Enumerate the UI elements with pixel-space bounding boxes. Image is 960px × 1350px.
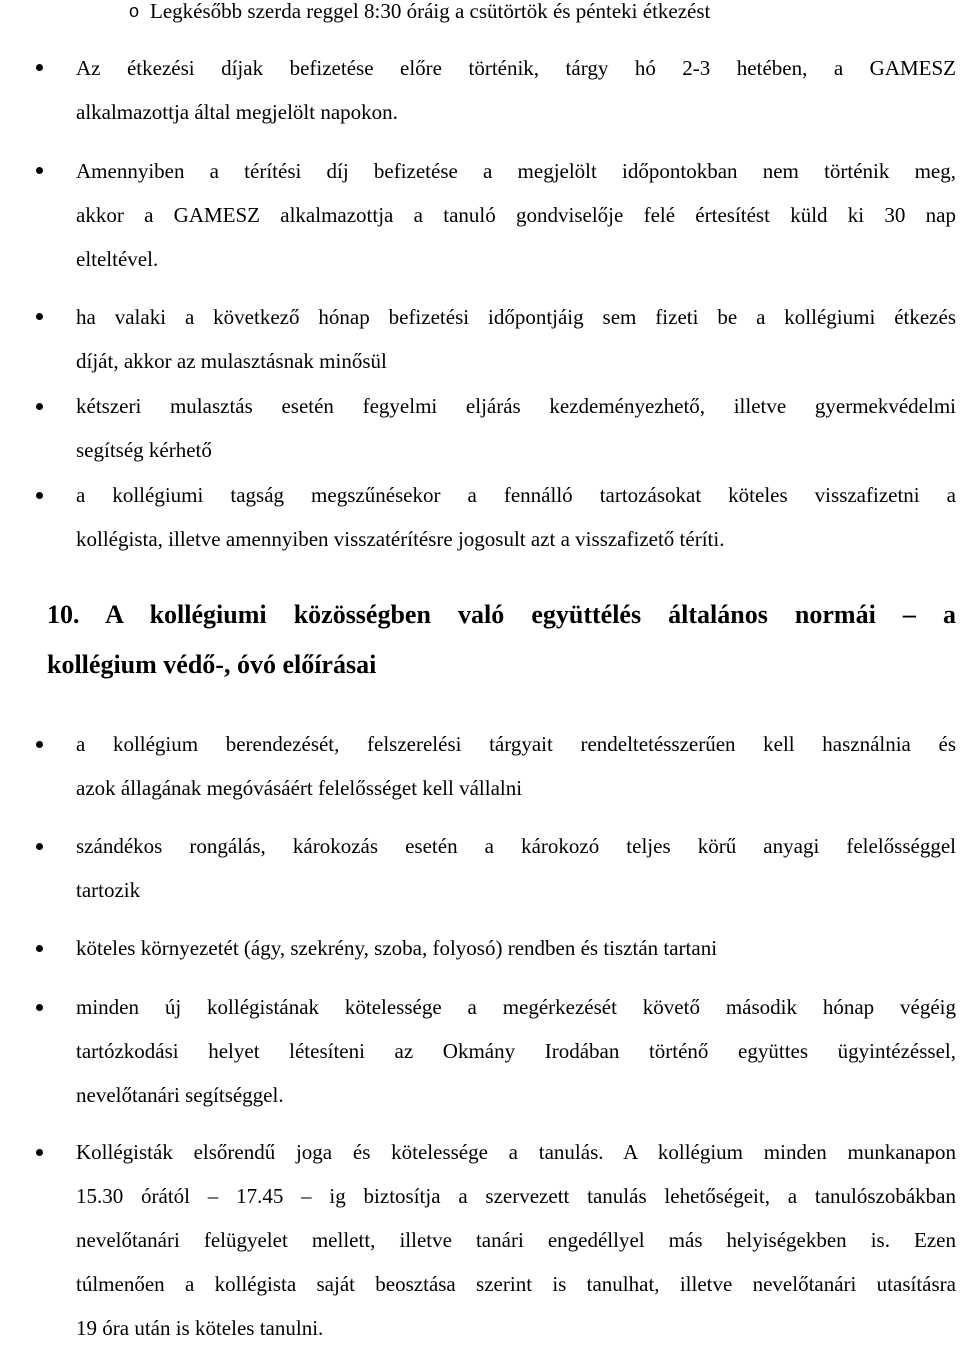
list-item-text — [76, 46, 956, 134]
bullet-icon — [36, 741, 43, 748]
list-item-text — [76, 384, 956, 472]
text-line: segítség kérhető — [76, 438, 212, 462]
text-line: nevelőtanári felügyelet mellett, illetve tanári engedéllyel más helyiségekben is. Ezen — [76, 1228, 956, 1252]
text-line: minden új kollégistának kötelessége a megérkezését követő második hónap végéig — [76, 995, 956, 1019]
text-line: köteles környezetét (ágy, szekrény, szoba, folyosó) rendben és tisztán tartani — [76, 936, 718, 960]
text-line: tartozik — [76, 878, 141, 902]
circle-bullet-icon: o — [128, 1, 139, 21]
bullet-icon — [36, 1004, 43, 1011]
text-line: akkor a GAMESZ alkalmazottja a tanuló gondviselője felé értesítést küld ki 30 nap — [76, 203, 956, 227]
text-line: 15.30 órától – 17.45 – ig biztosítja a szervezett tanulás lehetőségeit, a tanulószobákban — [76, 1184, 956, 1208]
text-line: a kollégiumi tagság megszűnésekor a fennálló tartozásokat köteles visszafizetni a — [76, 483, 956, 507]
heading-line: 10. A kollégiumi közösségben való együttélés általános normái – a — [47, 600, 956, 629]
list-item-text — [76, 1130, 956, 1350]
bullet-icon — [36, 843, 43, 850]
list-item-text — [76, 926, 956, 970]
text-line: kollégista, illetve amennyiben visszatérítésre jogosult azt a visszafizető téríti. — [76, 527, 725, 551]
text-line: ha valaki a következő hónap befizetési időpontjáig sem fizeti be a kollégiumi étkezés — [76, 305, 956, 329]
bullet-icon — [36, 403, 43, 410]
bullet-icon — [36, 64, 43, 71]
text-line: elteltével. — [76, 247, 159, 271]
text-line: Az étkezési díjak befizetése előre történik, tárgy hó 2-3 hetében, a GAMESZ — [76, 56, 956, 80]
text-line: nevelőtanári segítséggel. — [76, 1083, 284, 1107]
text-line: Kollégisták elsőrendű joga és kötelessége a tanulás. A kollégium minden munkanapon — [76, 1140, 956, 1164]
section-heading — [47, 590, 956, 690]
bullet-icon — [36, 1149, 43, 1156]
text-line: díját, akkor az mulasztásnak minősül — [76, 349, 387, 373]
list-item-text — [76, 985, 956, 1117]
text-line: szándékos rongálás, károkozás esetén a károkozó teljes körű anyagi felelősséggel — [76, 834, 956, 858]
list-item-text — [76, 473, 956, 561]
text-line: tartózkodási helyet létesíteni az Okmány Irodában történő együttes ügyintézéssel, — [76, 1039, 956, 1063]
text-line: alkalmazottja által megjelölt napokon. — [76, 100, 398, 124]
list-item-text — [76, 149, 956, 281]
text-line: 19 óra után is köteles tanulni. — [76, 1316, 324, 1340]
bullet-icon — [36, 313, 43, 320]
text-line: túlmenően a kollégista saját beosztása szerint is tanulhat, illetve nevelőtanári utasításra — [76, 1272, 956, 1296]
list-item-text — [76, 722, 956, 810]
text-line: a kollégium berendezését, felszerelési tárgyait rendeltetésszerűen kell használnia és — [76, 732, 956, 756]
sub-list-item-text — [150, 0, 950, 33]
text-line: Legkésőbb szerda reggel 8:30 óráig a csütörtök és pénteki étkezést — [150, 0, 711, 23]
heading-line: kollégium védő-, óvó előírásai — [47, 650, 377, 679]
list-item-text — [76, 824, 956, 912]
bullet-icon — [36, 492, 43, 499]
text-line: azok állagának megóvásáért felelősséget kell vállalni — [76, 776, 523, 800]
text-line: Amennyiben a térítési díj befizetése a megjelölt időpontokban nem történik meg, — [76, 159, 956, 183]
text-line: kétszeri mulasztás esetén fegyelmi eljárás kezdeményezhető, illetve gyermekvédelmi — [76, 394, 956, 418]
bullet-icon — [36, 167, 43, 174]
bullet-icon — [36, 945, 43, 952]
list-item-text — [76, 295, 956, 383]
